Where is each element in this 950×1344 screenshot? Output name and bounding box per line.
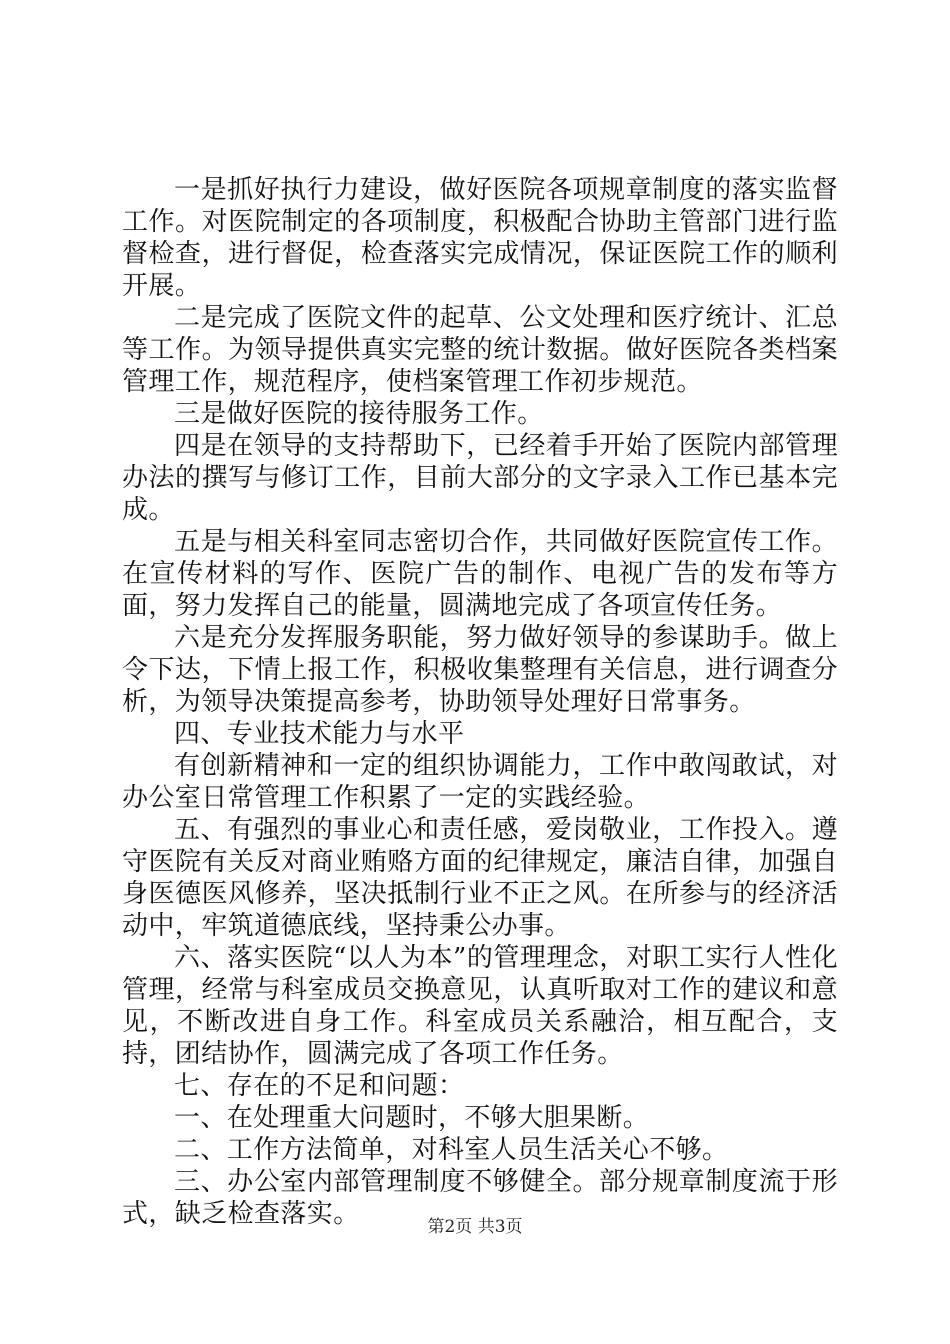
paragraph-5: 五是与相关科室同志密切合作，共同做好医院宣传工作。在宣传材料的写作、医院广告的制作、电视广告的发布等方面，努力发挥自己的能量，圆满地完成了各项宣传任务。 bbox=[122, 527, 838, 621]
paragraph-1: 一是抓好执行力建设，做好医院各项规章制度的落实监督工作。对医院制定的各项制度，积极配合协助主管部门进行监督检查，进行督促，检查落实完成情况，保证医院工作的顺利开展。 bbox=[122, 175, 838, 301]
paragraph-2: 二是完成了医院文件的起草、公文处理和医疗统计、汇总等工作。为领导提供真实完整的统计数据。做好医院各类档案管理工作，规范程序，使档案管理工作初步规范。 bbox=[122, 303, 838, 397]
paragraph-7: 有创新精神和一定的组织协调能力，工作中敢闯敢试，对办公室日常管理工作积累了一定的实践经验。 bbox=[122, 751, 838, 813]
section-heading-7: 七、存在的不足和问题： bbox=[174, 1071, 465, 1101]
section-5: 五、有强烈的事业心和责任感，爱岗敬业，工作投入。遵守医院有关反对商业贿赂方面的纪律规定，廉洁自律，加强自身医德医风修养，坚决抵制行业不正之风。在所参与的经济活动中，牢筑道德底线，坚持秉公办事。 bbox=[122, 815, 838, 941]
issue-item-1: 一、在处理重大问题时，不够大胆果断。 bbox=[174, 1103, 650, 1133]
paragraph-4: 四是在领导的支持帮助下，已经着手开始了医院内部管理办法的撰写与修订工作，目前大部分的文字录入工作已基本完成。 bbox=[122, 431, 838, 525]
section-6: 六、落实医院“以人为本”的管理理念，对职工实行人性化管理，经常与科室成员交换意见，认真听取对工作的建议和意见，不断改进自身工作。科室成员关系融洽，相互配合，支持，团结协作，圆满完成了各项工作任务。 bbox=[122, 943, 838, 1069]
page-footer bbox=[0, 1216, 950, 1238]
issue-item-3: 三、办公室内部管理制度不够健全。部分规章制度流于形式，缺乏检查落实。 bbox=[122, 1167, 838, 1229]
paragraph-6: 六是充分发挥服务职能，努力做好领导的参谋助手。做上令下达，下情上报工作，积极收集整理有关信息，进行调查分析，为领导决策提高参考，协助领导处理好日常事务。 bbox=[122, 623, 838, 717]
document-body bbox=[122, 174, 838, 1230]
section-heading-4: 四、专业技术能力与水平 bbox=[174, 719, 465, 749]
paragraph-3: 三是做好医院的接待服务工作。 bbox=[174, 399, 544, 429]
page-number-label: 第2页 共3页 bbox=[427, 1217, 523, 1237]
issue-item-2: 二、工作方法简单，对科室人员生活关心不够。 bbox=[174, 1135, 729, 1165]
